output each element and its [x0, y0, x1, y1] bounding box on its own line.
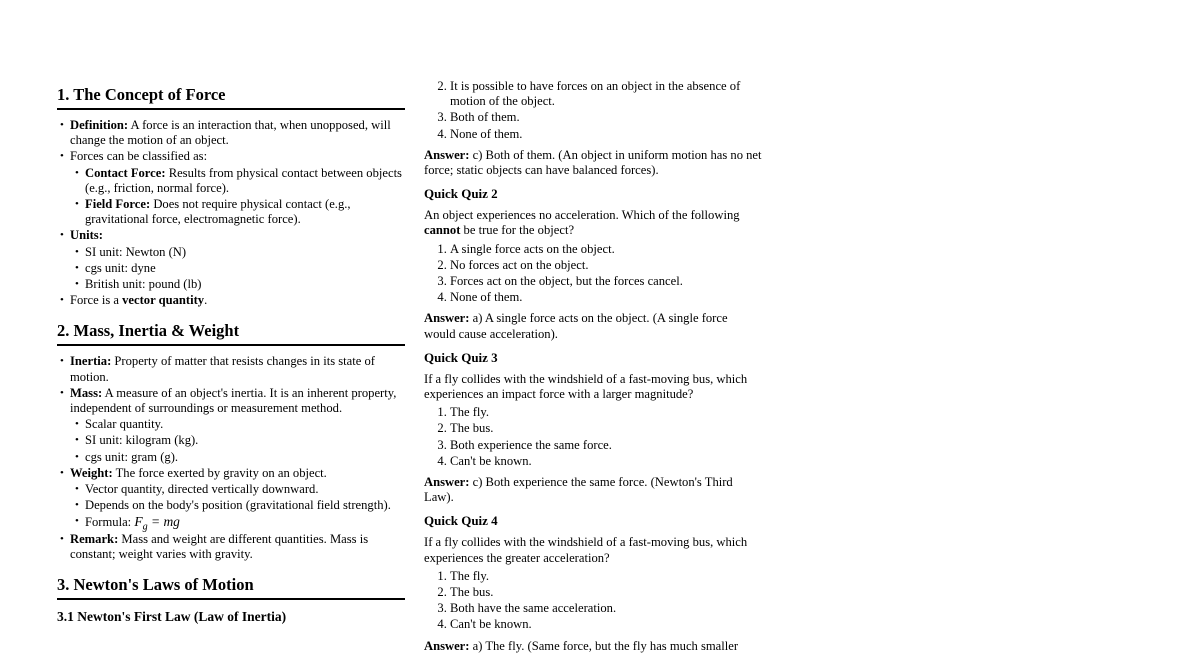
question-paragraph — [424, 372, 762, 402]
nested-bullet-list — [70, 482, 405, 534]
math-part: = mg — [147, 514, 180, 530]
answer-paragraph — [424, 475, 762, 505]
list-item — [70, 228, 405, 292]
text: Formula: — [85, 515, 135, 530]
list-item — [450, 405, 762, 420]
list-item — [450, 617, 762, 632]
numbered-list — [424, 405, 762, 469]
bold-text: Remark: — [70, 531, 119, 546]
text: Can't be known. — [450, 617, 532, 632]
text: None of them. — [450, 126, 523, 141]
math-part: g — [142, 522, 148, 534]
text: Does not require physical contact (e.g., gravitational force, electromagnetic force). — [85, 197, 351, 227]
bold-text: vector quantity — [122, 293, 205, 308]
bold-text: Answer: — [424, 311, 470, 326]
list-item — [85, 417, 405, 432]
text: A single force acts on the object. — [450, 241, 615, 256]
nested-bullet-list — [70, 245, 405, 293]
question-paragraph — [424, 208, 762, 238]
text: The bus. — [450, 421, 494, 436]
list-item — [70, 386, 405, 465]
text: a) A single force acts on the object. (A single force would cause acceleration). — [424, 311, 728, 341]
text: Mass and weight are different quantities. Mass is constant; weight varies with gravity. — [70, 531, 369, 561]
text: Forces act on the object, but the forces cancel. — [450, 274, 683, 289]
text: a) The fly. (Same force, but the fly has much smaller — [469, 638, 739, 653]
list-item — [70, 532, 405, 562]
quiz-heading: Quick Quiz 2 — [424, 186, 498, 202]
list-item — [450, 274, 762, 289]
list-item — [450, 242, 762, 257]
text: SI unit: kilogram (kg). — [85, 433, 199, 448]
text: Force is a — [70, 293, 123, 308]
text: It is possible to have forces on an object in the absence of motion of the object. — [450, 79, 741, 109]
text: A measure of an object's inertia. It is an inherent property, independent of surroundings or measurement method. — [70, 385, 397, 416]
math-part: F — [134, 514, 143, 530]
nested-bullet-list — [70, 166, 405, 228]
list-item — [450, 601, 762, 616]
text: The bus. — [450, 585, 494, 600]
list-item — [450, 438, 762, 453]
text: If a fly collides with the windshield of a fast-moving bus, which experiences an impact force with a larger magnitude? — [424, 371, 748, 402]
quiz-heading: Quick Quiz 4 — [424, 513, 498, 529]
list-item — [85, 482, 405, 497]
numbered-list — [424, 569, 762, 633]
list-item — [70, 149, 405, 227]
text: c) Both of them. (An object in uniform motion has no net force; static objects can have balanced forces). — [424, 147, 762, 178]
nested-bullet-list — [70, 417, 405, 465]
right-column — [424, 0, 762, 653]
left-column — [57, 0, 405, 626]
bold-text: Definition: — [70, 118, 129, 132]
list-item — [85, 166, 405, 196]
text: cgs unit: gram (g). — [85, 449, 179, 464]
answer-paragraph — [424, 311, 762, 341]
question-paragraph — [424, 535, 762, 565]
text: Forces can be classified as: — [70, 149, 208, 164]
section-heading: 3. Newton's Laws of Motion — [57, 574, 405, 600]
bold-text: Units: — [70, 228, 103, 243]
text: Property of matter that resists changes in its state of motion. — [70, 354, 375, 384]
bullet-list — [57, 118, 405, 308]
list-item — [70, 293, 405, 308]
math-formula — [134, 514, 180, 534]
subsection-heading: 3.1 Newton's First Law (Law of Inertia) — [57, 609, 287, 625]
list-item — [85, 514, 405, 534]
bold-text: Mass: — [70, 385, 103, 400]
text: The fly. — [450, 405, 490, 420]
list-item — [85, 197, 405, 227]
text: Can't be known. — [450, 453, 532, 468]
list-item — [450, 79, 762, 109]
list-item — [450, 290, 762, 305]
list-item — [450, 110, 762, 125]
section-heading: 2. Mass, Inertia & Weight — [57, 320, 405, 346]
text: A force is an interaction that, when unopposed, will change the motion of an object. — [70, 118, 391, 148]
text: Results from physical contact between objects (e.g., friction, normal force). — [85, 165, 402, 195]
answer-paragraph — [424, 639, 762, 654]
numbered-list — [424, 79, 762, 142]
answer-paragraph — [424, 148, 762, 178]
bold-text: Answer: — [424, 475, 470, 490]
bold-text: Answer: — [424, 147, 470, 162]
bold-text: Field Force: — [85, 197, 151, 212]
bold-text: Answer: — [424, 638, 470, 653]
bold-text: Contact Force: — [85, 165, 166, 180]
text: Scalar quantity. — [85, 417, 164, 432]
quiz-heading: Quick Quiz 3 — [424, 349, 498, 365]
numbered-list — [424, 242, 762, 306]
text: cgs unit: dyne — [85, 260, 156, 275]
text: . — [204, 293, 208, 308]
list-item — [450, 569, 762, 584]
text: SI unit: Newton (N) — [85, 244, 187, 259]
list-item — [85, 433, 405, 448]
text: Both have the same acceleration. — [450, 601, 617, 616]
list-item — [85, 245, 405, 260]
text: be true for the object? — [460, 223, 575, 238]
text: None of them. — [450, 290, 523, 305]
text: Vector quantity, directed vertically downward. — [85, 482, 319, 497]
list-item — [70, 354, 405, 384]
list-item — [70, 118, 405, 148]
section-heading: 1. The Concept of Force — [57, 84, 405, 110]
bold-text: cannot — [424, 223, 461, 238]
list-item — [450, 258, 762, 273]
list-item — [450, 454, 762, 469]
text: An object experiences no acceleration. Which of the following — [424, 208, 740, 223]
text: If a fly collides with the windshield of a fast-moving bus, which experiences the greater acceleration? — [424, 535, 748, 565]
text: Depends on the body's position (gravitational field strength). — [85, 498, 391, 513]
list-item — [70, 465, 405, 534]
text: British unit: pound (lb) — [85, 277, 202, 292]
list-item — [85, 277, 405, 292]
text: No forces act on the object. — [450, 257, 589, 272]
bullet-list — [57, 354, 405, 562]
list-item — [450, 127, 762, 142]
text: Both of them. — [450, 110, 520, 125]
list-item — [450, 421, 762, 436]
text: The force exerted by gravity on an object. — [112, 465, 327, 480]
text: Both experience the same force. — [450, 437, 612, 452]
list-item — [85, 498, 405, 513]
list-item — [85, 261, 405, 276]
list-item — [450, 585, 762, 600]
bold-text: Weight: — [70, 465, 113, 480]
text: c) Both experience the same force. (Newton's Third Law). — [424, 475, 733, 505]
list-item — [85, 450, 405, 465]
text: The fly. — [450, 568, 490, 583]
bold-text: Inertia: — [70, 354, 112, 369]
